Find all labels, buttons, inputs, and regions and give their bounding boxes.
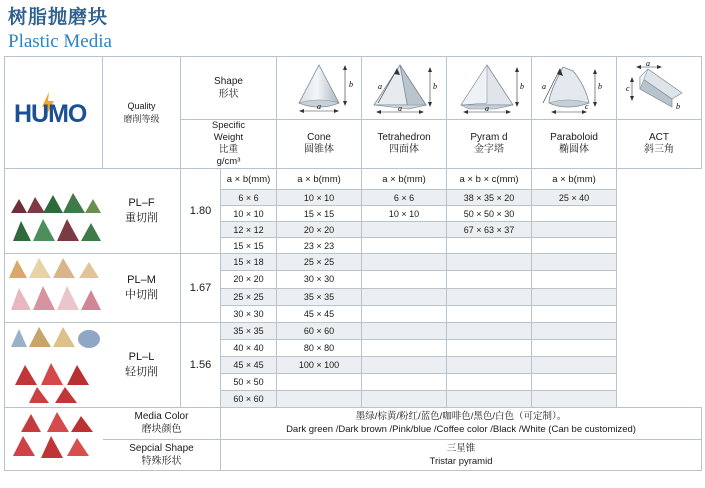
tetra-unit: a × b(mm) xyxy=(277,169,362,190)
quality-label-en: Quality xyxy=(127,100,156,111)
dim-tetra: 100 × 100 xyxy=(277,357,362,374)
grade-code-pll: PL–L xyxy=(128,351,155,363)
cone-name-en: Cone xyxy=(307,132,331,143)
dim-pyramid xyxy=(362,357,447,374)
dim-paraboloid xyxy=(447,374,532,391)
paraboloid-shape-icon xyxy=(533,59,615,117)
media-photo-green-icon xyxy=(5,169,103,251)
brand-logo-cell xyxy=(5,57,103,169)
cone-name-cn: 圆锥体 xyxy=(304,144,335,155)
dim-tetra: 10 × 10 xyxy=(277,190,362,206)
dim-paraboloid: 50 × 50 × 30 xyxy=(447,206,532,222)
media-color-label-cn: 磨块颜色 xyxy=(141,424,182,436)
dim-tetra: 30 × 30 xyxy=(277,271,362,288)
svg-text:a: a xyxy=(317,102,322,111)
cone-shape-icon xyxy=(279,59,359,117)
svg-text:a: a xyxy=(485,104,490,113)
tetrahedron-shape-cell xyxy=(362,57,447,120)
dim-act: 25 × 40 xyxy=(532,190,617,206)
dim-act xyxy=(532,206,617,222)
act-name-cell xyxy=(617,120,702,169)
dim-act xyxy=(532,340,617,357)
product-image-cell-4 xyxy=(5,408,103,471)
sw-line1: Specific xyxy=(211,120,246,131)
dim-tetra: 23 × 23 xyxy=(277,238,362,254)
dim-cone: 35 × 35 xyxy=(221,323,277,340)
media-color-label xyxy=(103,408,221,440)
weight-cell-plf: 1.80 xyxy=(181,169,221,254)
pyramid-shape-cell xyxy=(447,57,532,120)
dim-cone: 25 × 25 xyxy=(221,288,277,305)
paraboloid-shape-cell xyxy=(532,57,617,120)
dim-act xyxy=(532,222,617,238)
specific-weight-header xyxy=(181,120,277,169)
weight-cell-pll: 1.56 xyxy=(181,323,221,408)
media-photo-tristar-icon xyxy=(5,408,103,464)
dim-cone: 50 × 50 xyxy=(221,374,277,391)
act-name-cn: 斜三角 xyxy=(644,144,675,155)
shape-label-en: Shape xyxy=(214,76,243,87)
media-color-label-en: Media Color xyxy=(134,411,189,423)
dim-act xyxy=(532,323,617,340)
dim-cone: 20 × 20 xyxy=(221,271,277,288)
logo-text: HUMO xyxy=(14,99,87,128)
special-shape-value-en: Tristar pyramid xyxy=(429,455,493,467)
media-color-value-en: Dark green /Dark brown /Pink/blue /Coffee color /Black /White (Can be customized) xyxy=(286,424,636,436)
dim-pyramid xyxy=(362,374,447,391)
act-shape-icon xyxy=(618,59,700,117)
sw-line2: Weight xyxy=(213,132,244,143)
special-shape-value-cn: 三星锥 xyxy=(446,442,476,454)
svg-text:b: b xyxy=(349,80,354,89)
media-color-value-cn: 墨绿/棕黄/粉红/蓝色/咖啡色/黑色/白色（可定制）。 xyxy=(355,411,567,423)
dim-cone: 10 × 10 xyxy=(221,206,277,222)
weight-cell-plm: 1.67 xyxy=(181,254,221,323)
dim-pyramid xyxy=(362,323,447,340)
dim-pyramid xyxy=(362,254,447,271)
grade-cell-pll xyxy=(103,323,181,408)
svg-text:a: a xyxy=(646,59,651,68)
dim-paraboloid xyxy=(447,323,532,340)
dim-tetra: 45 × 45 xyxy=(277,305,362,322)
dim-paraboloid xyxy=(447,357,532,374)
dim-tetra: 15 × 15 xyxy=(277,206,362,222)
dim-act xyxy=(532,254,617,271)
dim-cone: 40 × 40 xyxy=(221,340,277,357)
dim-act xyxy=(532,305,617,322)
svg-text:a: a xyxy=(398,104,403,113)
dim-paraboloid xyxy=(447,288,532,305)
quality-header xyxy=(103,57,181,169)
cone-name-cell xyxy=(277,120,362,169)
page-title-en: Plastic Media xyxy=(8,31,112,52)
dim-tetra xyxy=(277,391,362,408)
paraboloid-name-cell xyxy=(532,120,617,169)
dim-pyramid xyxy=(362,288,447,305)
grade-code-plf: PL–F xyxy=(128,197,155,209)
media-photo-blue-red-icon xyxy=(5,323,103,405)
page-header xyxy=(0,0,705,56)
media-color-value xyxy=(221,408,702,440)
pyramid-shape-icon xyxy=(449,59,529,117)
dim-act xyxy=(532,374,617,391)
tetra-name-cell xyxy=(362,120,447,169)
dim-tetra: 60 × 60 xyxy=(277,323,362,340)
dim-pyramid xyxy=(362,305,447,322)
media-photo-tan-icon xyxy=(5,254,103,320)
special-shape-label-en: Sepcial Shape xyxy=(129,442,194,454)
dim-pyramid xyxy=(362,238,447,254)
dim-pyramid xyxy=(362,271,447,288)
tetra-name-en: Tetrahedron xyxy=(377,132,431,143)
dim-cone: 60 × 60 xyxy=(221,391,277,408)
special-shape-label xyxy=(103,439,221,471)
dim-cone: 12 × 12 xyxy=(221,222,277,238)
grade-cn-plm: 中切削 xyxy=(125,289,158,301)
cone-unit: a × b(mm) xyxy=(221,169,277,190)
dim-cone: 30 × 30 xyxy=(221,305,277,322)
dim-cone: 6 × 6 xyxy=(221,190,277,206)
sw-line4: g/cm³ xyxy=(216,156,241,167)
svg-text:b: b xyxy=(598,82,603,91)
grade-cn-pll: 轻切削 xyxy=(125,366,158,378)
specification-table xyxy=(4,56,702,471)
shape-label-cn: 形状 xyxy=(218,89,239,100)
product-image-cell-3 xyxy=(5,323,103,408)
grade-cell-plm xyxy=(103,254,181,323)
paraboloid-name-cn: 椭圆体 xyxy=(559,144,590,155)
product-image-cell-2 xyxy=(5,254,103,323)
dim-act xyxy=(532,288,617,305)
dim-paraboloid xyxy=(447,238,532,254)
dim-act xyxy=(532,271,617,288)
grade-cn-plf: 重切削 xyxy=(125,212,158,224)
dim-paraboloid xyxy=(447,391,532,408)
shape-header xyxy=(181,57,277,120)
dim-pyramid xyxy=(362,391,447,408)
pyramid-name-cell xyxy=(447,120,532,169)
svg-text:b: b xyxy=(520,82,525,91)
dim-tetra: 80 × 80 xyxy=(277,340,362,357)
dim-paraboloid: 38 × 35 × 20 xyxy=(447,190,532,206)
dim-cone: 15 × 18 xyxy=(221,254,277,271)
dim-paraboloid: 67 × 63 × 37 xyxy=(447,222,532,238)
paraboloid-name-en: Paraboloid xyxy=(550,132,598,143)
act-shape-cell xyxy=(617,57,702,120)
grade-cell-plf xyxy=(103,169,181,254)
dim-act xyxy=(532,391,617,408)
dim-cone: 15 × 15 xyxy=(221,238,277,254)
paraboloid-unit: a × b × c(mm) xyxy=(447,169,532,190)
page-title-cn: 树脂抛磨块 xyxy=(8,7,109,28)
dim-tetra: 25 × 25 xyxy=(277,254,362,271)
dim-pyramid: 10 × 10 xyxy=(362,206,447,222)
dim-paraboloid xyxy=(447,254,532,271)
dim-pyramid: 6 × 6 xyxy=(362,190,447,206)
dim-pyramid xyxy=(362,222,447,238)
dim-act xyxy=(532,357,617,374)
dim-tetra: 20 × 20 xyxy=(277,222,362,238)
grade-code-plm: PL–M xyxy=(127,274,156,286)
quality-label-cn: 磨削等级 xyxy=(123,113,160,124)
svg-text:b: b xyxy=(676,102,681,111)
sw-line3: 比重 xyxy=(219,144,239,155)
svg-text:b: b xyxy=(433,82,438,91)
dim-tetra: 35 × 35 xyxy=(277,288,362,305)
pyramid-unit: a × b(mm) xyxy=(362,169,447,190)
svg-text:c: c xyxy=(626,84,630,93)
special-shape-value xyxy=(221,439,702,471)
dim-paraboloid xyxy=(447,305,532,322)
act-unit: a × b(mm) xyxy=(532,169,617,190)
dim-paraboloid xyxy=(447,340,532,357)
dim-pyramid xyxy=(362,340,447,357)
svg-text:a: a xyxy=(378,82,383,91)
dim-act xyxy=(532,238,617,254)
product-image-cell-1 xyxy=(5,169,103,254)
pyramid-name-cn: 金字塔 xyxy=(474,144,505,155)
dim-paraboloid xyxy=(447,271,532,288)
act-name-en: ACT xyxy=(649,132,670,143)
pyramid-name-en: Pyram d xyxy=(470,132,508,143)
tetra-name-cn: 四面体 xyxy=(389,144,420,155)
special-shape-label-cn: 特殊形状 xyxy=(141,455,182,467)
dim-tetra xyxy=(277,374,362,391)
tetrahedron-shape-icon xyxy=(364,59,444,117)
dim-cone: 45 × 45 xyxy=(221,357,277,374)
cone-shape-cell xyxy=(277,57,362,120)
svg-text:c: c xyxy=(585,102,589,111)
svg-text:a: a xyxy=(542,82,547,91)
